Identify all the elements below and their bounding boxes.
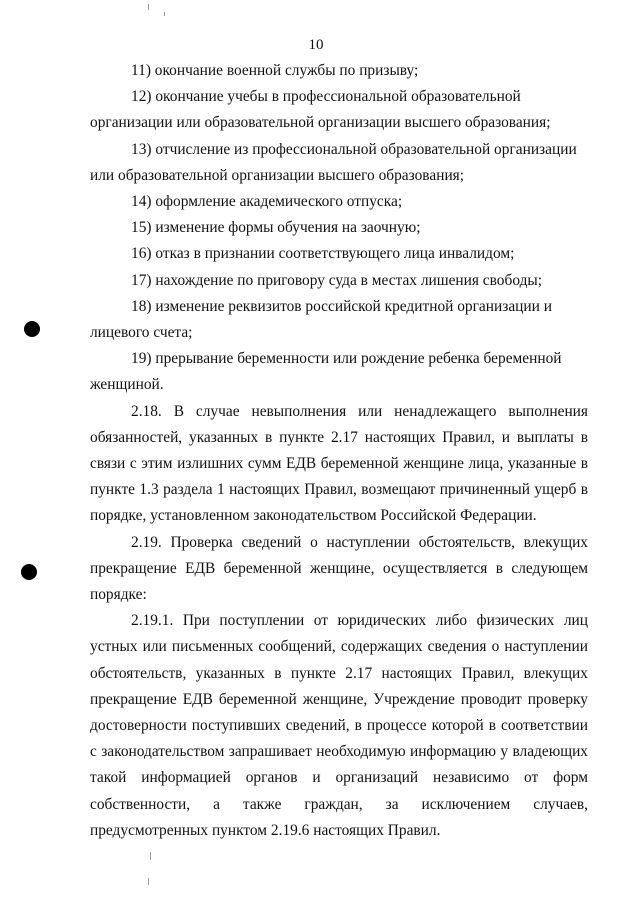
scan-speck: [150, 852, 151, 860]
list-item-11: 11) окончание военной службы по призыву;: [131, 62, 419, 79]
list-item-19: 19) прерывание беременности или рождение ребенка беременной женщиной.: [90, 350, 562, 394]
list-item-13: 13) отчисление из профессиональной образовательной организации или образовательной организации высшего образования;: [90, 140, 577, 184]
list-item-12: 12) окончание учебы в профессиональной образовательной организации или образовательной организации высшего образования;: [90, 88, 551, 132]
list-item-18: 18) изменение реквизитов российской кредитной организации и лицевого счета;: [90, 297, 552, 342]
clause-2-19-1: 2.19.1. При поступлении от юридических либо физических лиц устных или письменных сообщений, содержащих сведения о наступлении обстоятельств, указанных в пункте 2.17 настоящих Правил, влекущих прекращение ЕДВ беременной женщине, Учреждение проводит проверку достоверности поступивших сведений, в процессе которой в соответствии с законодательством запрашивает необходимую информацию у владеющих такой информацией органов и организаций независимо от форм собственности, а также граждан, за исключением случаев, предусмотренных пунктом 2.19.6 настоящих Правил.: [90, 612, 588, 839]
list-item-16: 16) отказ в признании соответствующего лица инвалидом;: [131, 245, 515, 263]
scan-speck: [148, 4, 149, 10]
scan-speck: [148, 878, 149, 885]
document-body: [90, 58, 588, 844]
list-item-14: 14) оформление академического отпуска;: [131, 193, 403, 211]
punch-hole-mark: [24, 321, 40, 337]
scan-speck: [164, 12, 165, 16]
clause-2-18: 2.18. В случае невыполнения или ненадлежащего выполнения обязанностей, указанных в пункте 2.17 настоящих Правил, и выплаты в связи с этим излишних сумм ЕДВ беременной женщине лица, указанные в пункте 1.3 раздела 1 настоящих Правил, возмещают причиненный ущерб в порядке, установленном законодательством Российской Федерации.: [90, 402, 588, 525]
punch-hole-mark: [21, 564, 37, 580]
clause-2-19: 2.19. Проверка сведений о наступлении обстоятельств, влекущих прекращение ЕДВ беременной женщине, осуществляется в следующем порядке:: [90, 533, 588, 604]
list-item-15: 15) изменение формы обучения на заочную;: [131, 219, 421, 237]
list-item-17: 17) нахождение по приговору суда в местах лишения свободы;: [131, 271, 543, 289]
page-number: 10: [308, 37, 324, 53]
